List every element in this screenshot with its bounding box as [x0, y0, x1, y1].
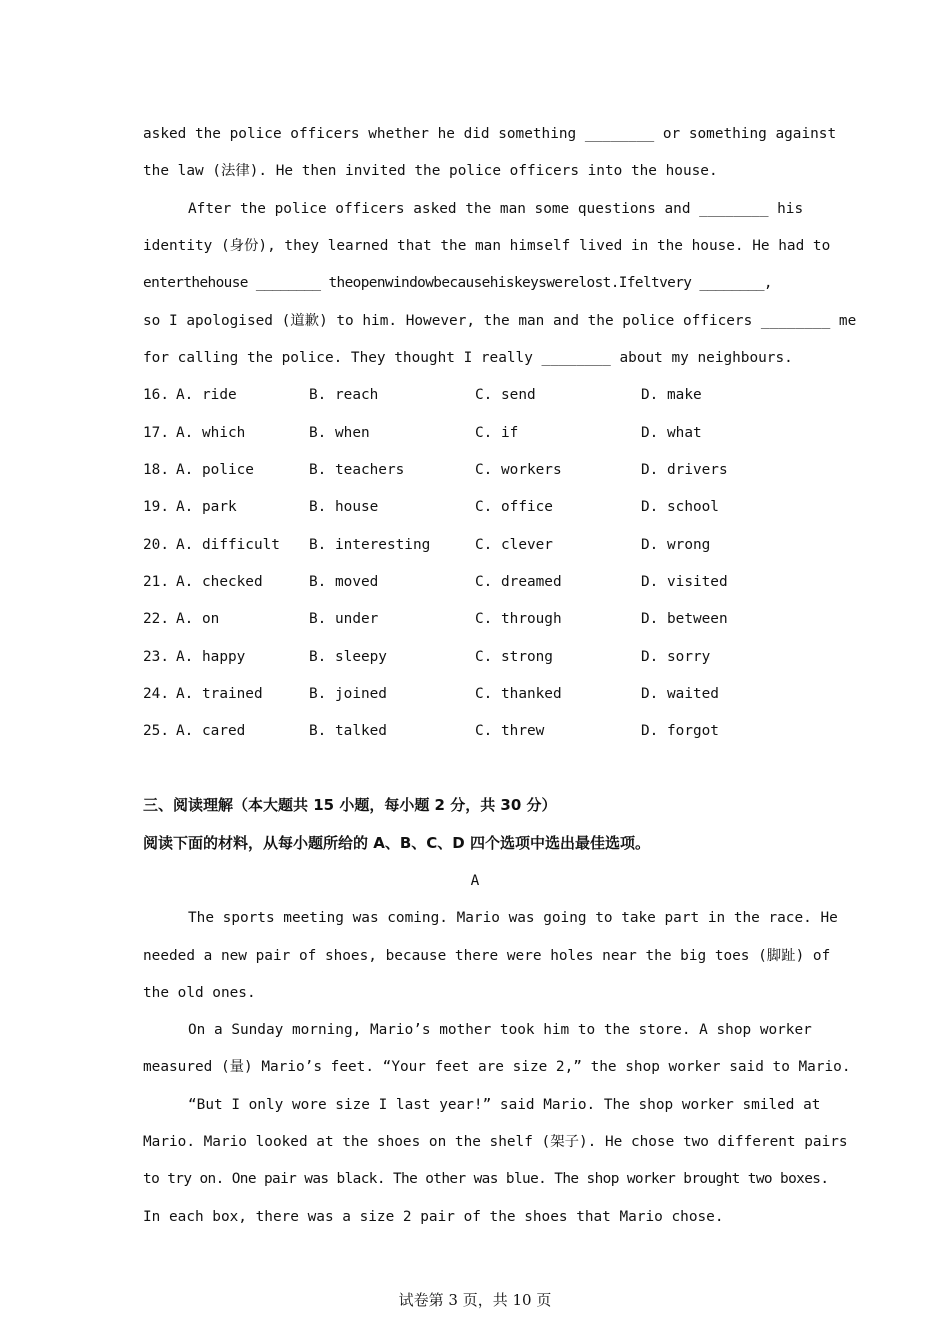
passage-line: to try on. One pair was black. The other was blue. The shop worker brought two boxes. [143, 1171, 829, 1187]
option-c: C. send [475, 387, 536, 403]
question-number: 24. [143, 686, 169, 702]
option-b: B. sleepy [309, 649, 387, 665]
option-d: D. what [641, 425, 702, 441]
passage-line: so I apologised (道歉) to him. However, the man and the police officers ________ me [143, 313, 857, 329]
option-b: B. moved [309, 574, 379, 590]
option-a: A. which [176, 425, 246, 441]
option-d: D. visited [641, 574, 728, 590]
option-a: A. park [176, 499, 237, 515]
option-a: A. happy [176, 649, 246, 665]
option-c: C. through [475, 611, 562, 627]
question-number: 19. [143, 499, 169, 515]
option-c: C. threw [475, 723, 545, 739]
option-b: B. house [309, 499, 379, 515]
option-a: A. trained [176, 686, 263, 702]
passage-line: the old ones. [143, 985, 256, 1001]
option-c: C. thanked [475, 686, 562, 702]
option-c: C. clever [475, 537, 553, 553]
option-a: A. checked [176, 574, 263, 590]
option-b: B. under [309, 611, 379, 627]
question-number: 16. [143, 387, 169, 403]
option-a: A. police [176, 462, 254, 478]
option-a: A. difficult [176, 537, 280, 553]
option-d: D. make [641, 387, 702, 403]
option-a: A. ride [176, 387, 237, 403]
option-a: A. cared [176, 723, 246, 739]
option-d: D. waited [641, 686, 719, 702]
option-a: A. on [176, 611, 220, 627]
question-number: 20. [143, 537, 169, 553]
option-d: D. wrong [641, 537, 711, 553]
passage-line: After the police officers asked the man some questions and ________ his [188, 201, 804, 217]
option-b: B. interesting [309, 537, 431, 553]
option-d: D. forgot [641, 723, 719, 739]
passage-line: asked the police officers whether he did something ________ or something against [143, 126, 837, 142]
question-number: 25. [143, 723, 169, 739]
option-c: C. strong [475, 649, 553, 665]
option-b: B. when [309, 425, 370, 441]
question-number: 18. [143, 462, 169, 478]
passage-line: needed a new pair of shoes, because there were holes near the big toes (脚趾) of [143, 948, 831, 964]
question-number: 23. [143, 649, 169, 665]
passage-line: The sports meeting was coming. Mario was going to take part in the race. He [188, 910, 838, 926]
option-b: B. joined [309, 686, 387, 702]
passage-line: identity (身份), they learned that the man himself lived in the house. He had to [143, 238, 831, 254]
section-heading: 三、阅读理解（本大题共 15 小题，每小题 2 分，共 30 分） [143, 796, 557, 814]
passage-line: enterthehouse ________ theopenwindowbecausehiskeyswerelost.Ifeltvery ________, [143, 275, 772, 291]
passage-line: “But I only wore size I last year!” said Mario. The shop worker smiled at [188, 1097, 821, 1113]
option-c: C. if [475, 425, 519, 441]
question-number: 21. [143, 574, 169, 590]
option-b: B. talked [309, 723, 387, 739]
passage-line: the law (法律). He then invited the police officers into the house. [143, 163, 718, 179]
passage-line: measured (量) Mario’s feet. “Your feet are size 2,” the shop worker said to Mario. [143, 1059, 851, 1075]
question-number: 17. [143, 425, 169, 441]
option-c: C. dreamed [475, 574, 562, 590]
page-footer: 试卷第 3 页，共 10 页 [398, 1291, 552, 1309]
passage-line: On a Sunday morning, Mario’s mother took him to the store. A shop worker [188, 1022, 812, 1038]
section-instruction: 阅读下面的材料，从每小题所给的 A、B、C、D 四个选项中选出最佳选项。 [143, 834, 650, 852]
question-number: 22. [143, 611, 169, 627]
option-d: D. school [641, 499, 719, 515]
option-b: B. teachers [309, 462, 405, 478]
option-d: D. sorry [641, 649, 711, 665]
option-d: D. between [641, 611, 728, 627]
option-d: D. drivers [641, 462, 728, 478]
passage-line: for calling the police. They thought I really ________ about my neighbours. [143, 350, 793, 366]
passage-label: A [470, 873, 480, 889]
passage-line: Mario. Mario looked at the shoes on the shelf (架子). He chose two different pairs [143, 1134, 848, 1150]
option-b: B. reach [309, 387, 379, 403]
passage-line: In each box, there was a size 2 pair of the shoes that Mario chose. [143, 1209, 724, 1225]
option-c: C. office [475, 499, 553, 515]
option-c: C. workers [475, 462, 562, 478]
